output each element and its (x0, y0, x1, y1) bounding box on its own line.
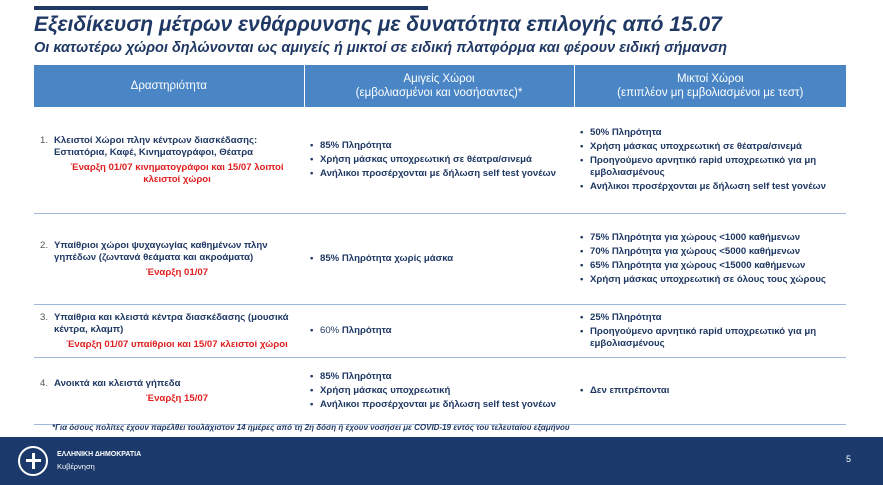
pure-cell (304, 107, 574, 214)
list-item: • Χρήση μάσκας υποχρεωτική σε όλους τους χώρους (578, 274, 842, 286)
activity-cell (34, 107, 304, 214)
table-row (34, 107, 846, 214)
start-date-note: Έναρξη 01/07 υπαίθριοι και 15/07 κλειστοί χώροι (66, 338, 288, 350)
table-row (34, 214, 846, 305)
header-mixed-sub: (επιπλέον μη εμβολιασμένοι με τεστ) (617, 87, 804, 99)
capacity-percent: 60% (320, 325, 340, 336)
list-item: • 65% Πληρότητα για χώρους <15000 καθήμενων (578, 260, 842, 272)
mixed-cell (574, 358, 846, 425)
list-item: • Χρήση μάσκας υποχρεωτική σε θέατρα/σινεμά (308, 154, 570, 166)
measures-table (34, 65, 846, 425)
table-row (34, 358, 846, 425)
list-item: • Προηγούμενο αρνητικό rapid υποχρεωτικό για μη εμβολιασμένους (578, 155, 842, 179)
list-item: • Ανήλικοι προσέρχονται με δήλωση self test γονέων (308, 168, 570, 180)
header-activity: Δραστηριότητα (34, 65, 304, 107)
list-item: • 85% Πληρότητα χωρίς μάσκα (308, 253, 570, 265)
start-date-note: Έναρξη 01/07 κινηματογράφοι και 15/07 λοιποί κλειστοί χώροι (70, 161, 284, 185)
list-item: • 75% Πληρότητα για χώρους <1000 καθήμενων (578, 232, 842, 244)
pure-cell (304, 305, 574, 358)
row-number: 3. (40, 311, 49, 323)
mixed-cell (574, 214, 846, 305)
list-item: • Προηγούμενο αρνητικό rapid υποχρεωτικό για μη εμβολιασμένους (578, 326, 842, 350)
header-pure (304, 65, 574, 107)
capacity-label: Πληρότητα (339, 325, 392, 336)
row-number: 2. (40, 239, 49, 251)
list-item: • Ανήλικοι προσέρχονται με δήλωση self test γονέων (308, 399, 570, 411)
list-item: • Χρήση μάσκας υποχρεωτική σε θέατρα/σινεμά (578, 141, 842, 153)
row-number: 1. (40, 134, 49, 146)
header-pure-sub: (εμβολιασμένοι και νοσήσαντες)* (355, 87, 523, 99)
activity-cell (34, 214, 304, 305)
activity-label: Υπαίθριοι χώροι ψυχαγωγίας καθημένων πλην γηπέδων (ζωντανά θεάματα και ακροάματα) (54, 239, 268, 263)
government-name: ΕΛΛΗΝΙΚΗ ΔΗΜΟΚΡΑΤΙΑ (57, 451, 142, 458)
greek-emblem-icon (18, 446, 48, 476)
pure-cell (304, 214, 574, 305)
footer-bar (0, 437, 883, 485)
list-item: • 70% Πληρότητα για χώρους <5000 καθήμενων (578, 246, 842, 258)
page-number: 5 (846, 454, 852, 464)
list-item: • Ανήλικοι προσέρχονται με δήλωση self test γονέων (578, 181, 842, 193)
list-item: • 50% Πληρότητα (578, 127, 842, 139)
table-row (34, 305, 846, 358)
footnote: *Για όσους πολίτες έχουν παρέλθει τουλάχιστον 14 ημέρες από τη 2η δόση ή έχουν νοσήσει με COVID-19 εντός του τελευταίου εξαμήνου (52, 423, 570, 432)
list-item: • 85% Πληρότητα (308, 371, 570, 383)
list-item (308, 325, 570, 337)
list-item: • Δεν επιτρέπονται (578, 385, 842, 397)
activity-label: Υπαίθρια και κλειστά κέντρα διασκέδασης (μουσικά κέντρα, κλαμπ) (54, 311, 289, 335)
row-number: 4. (40, 377, 49, 389)
start-date-note: Έναρξη 01/07 (145, 266, 209, 278)
activity-cell (34, 305, 304, 358)
pure-cell (304, 358, 574, 425)
table-header-row (34, 65, 846, 107)
title-rule (34, 6, 428, 10)
activity-cell (34, 358, 304, 425)
activity-label: Κλειστοί Χώροι πλην κέντρων διασκέδασης: Εστιατόρια, Καφέ, Κινηματογράφοι, Θέατρα (54, 134, 258, 158)
list-item: • Χρήση μάσκας υποχρεωτική (308, 385, 570, 397)
header-pure-title: Αμιγείς Χώροι (403, 73, 475, 85)
mixed-cell (574, 107, 846, 214)
slide-subtitle: Οι κατωτέρω χώροι δηλώνονται ως αμιγείς ή μικτοί σε ειδική πλατφόρμα και φέρουν ειδική σήμανση (34, 40, 727, 56)
activity-label: Ανοικτά και κλειστά γήπεδα (54, 377, 181, 389)
government-subtitle: Κυβέρνηση (57, 462, 95, 471)
start-date-note: Έναρξη 15/07 (145, 392, 209, 404)
slide-title: Εξειδίκευση μέτρων ενθάρρυνσης με δυνατότητα επιλογής από 15.07 (34, 13, 722, 36)
header-mixed (574, 65, 846, 107)
mixed-cell (574, 305, 846, 358)
list-item: • 85% Πληρότητα (308, 140, 570, 152)
header-mixed-title: Μικτοί Χώροι (676, 73, 744, 85)
list-item: • 25% Πληρότητα (578, 312, 842, 324)
